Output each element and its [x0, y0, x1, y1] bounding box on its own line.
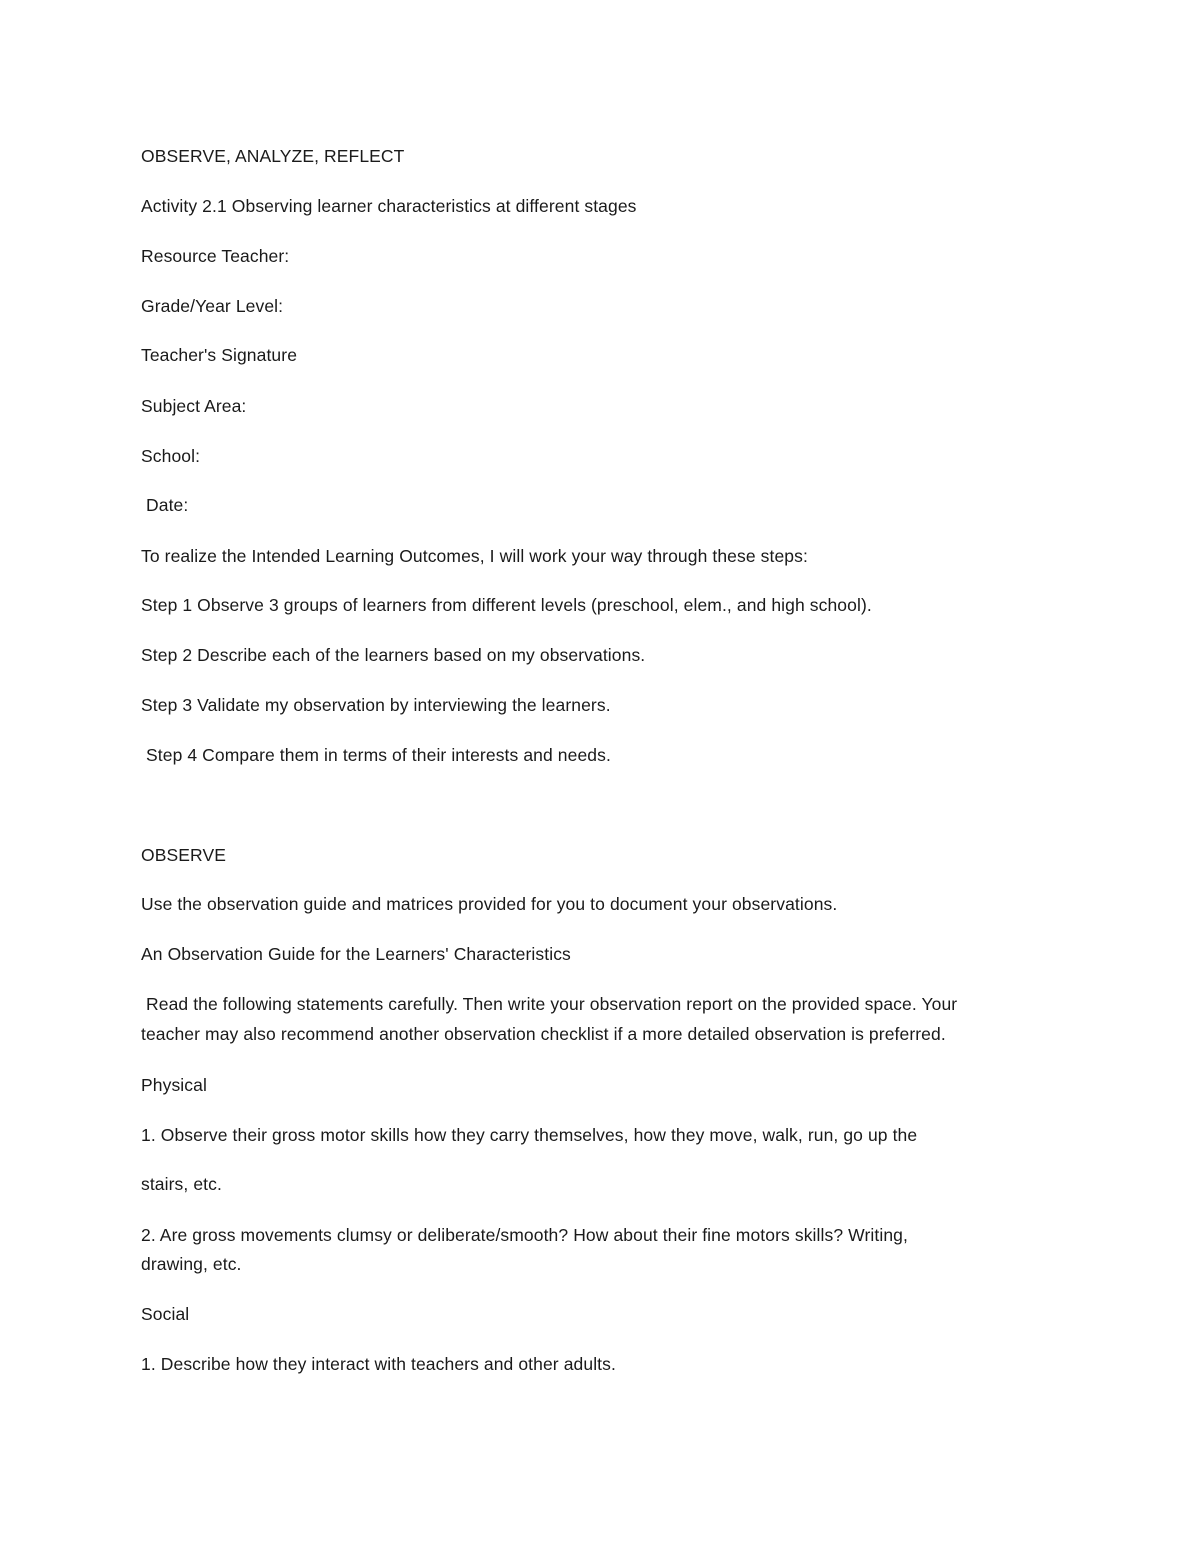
- guide-text-line-1: Read the following statements carefully. Then write your observation report on the provided space. Your: [146, 994, 958, 1014]
- step-1: Step 1 Observe 3 groups of learners from different levels (preschool, elem., and high school).: [141, 595, 872, 615]
- document-heading: OBSERVE, ANALYZE, REFLECT: [141, 146, 405, 166]
- guide-text-line-2: teacher may also recommend another observation checklist if a more detailed observation is preferred.: [141, 1024, 946, 1044]
- social-title: Social: [141, 1304, 190, 1324]
- intro-text: To realize the Intended Learning Outcomes, I will work your way through these steps:: [141, 546, 808, 566]
- physical-title: Physical: [141, 1075, 207, 1095]
- physical-item-1-line-2: stairs, etc.: [141, 1174, 222, 1194]
- grade-year-level-field: Grade/Year Level:: [141, 296, 284, 316]
- step-4: Step 4 Compare them in terms of their interests and needs.: [146, 745, 611, 765]
- physical-item-1-line-1: 1. Observe their gross motor skills how they carry themselves, how they move, walk, run, go up the: [141, 1125, 918, 1145]
- physical-item-2-line-2: drawing, etc.: [141, 1254, 242, 1274]
- observe-title: OBSERVE: [141, 845, 226, 865]
- step-2: Step 2 Describe each of the learners based on my observations.: [141, 645, 646, 665]
- activity-title: Activity 2.1 Observing learner characteristics at different stages: [141, 196, 637, 216]
- physical-item-2-line-1: 2. Are gross movements clumsy or deliberate/smooth? How about their fine motors skills? Writing,: [141, 1225, 908, 1245]
- date-field: Date:: [146, 495, 189, 515]
- school-field: School:: [141, 446, 201, 466]
- teacher-signature-field: Teacher's Signature: [141, 345, 298, 365]
- step-3: Step 3 Validate my observation by interviewing the learners.: [141, 695, 611, 715]
- observe-instruction: Use the observation guide and matrices provided for you to document your observations.: [141, 894, 838, 914]
- social-item-1: 1. Describe how they interact with teachers and other adults.: [141, 1354, 616, 1374]
- observation-guide-title: An Observation Guide for the Learners' Characteristics: [141, 944, 571, 964]
- subject-area-field: Subject Area:: [141, 396, 247, 416]
- resource-teacher-field: Resource Teacher:: [141, 246, 290, 266]
